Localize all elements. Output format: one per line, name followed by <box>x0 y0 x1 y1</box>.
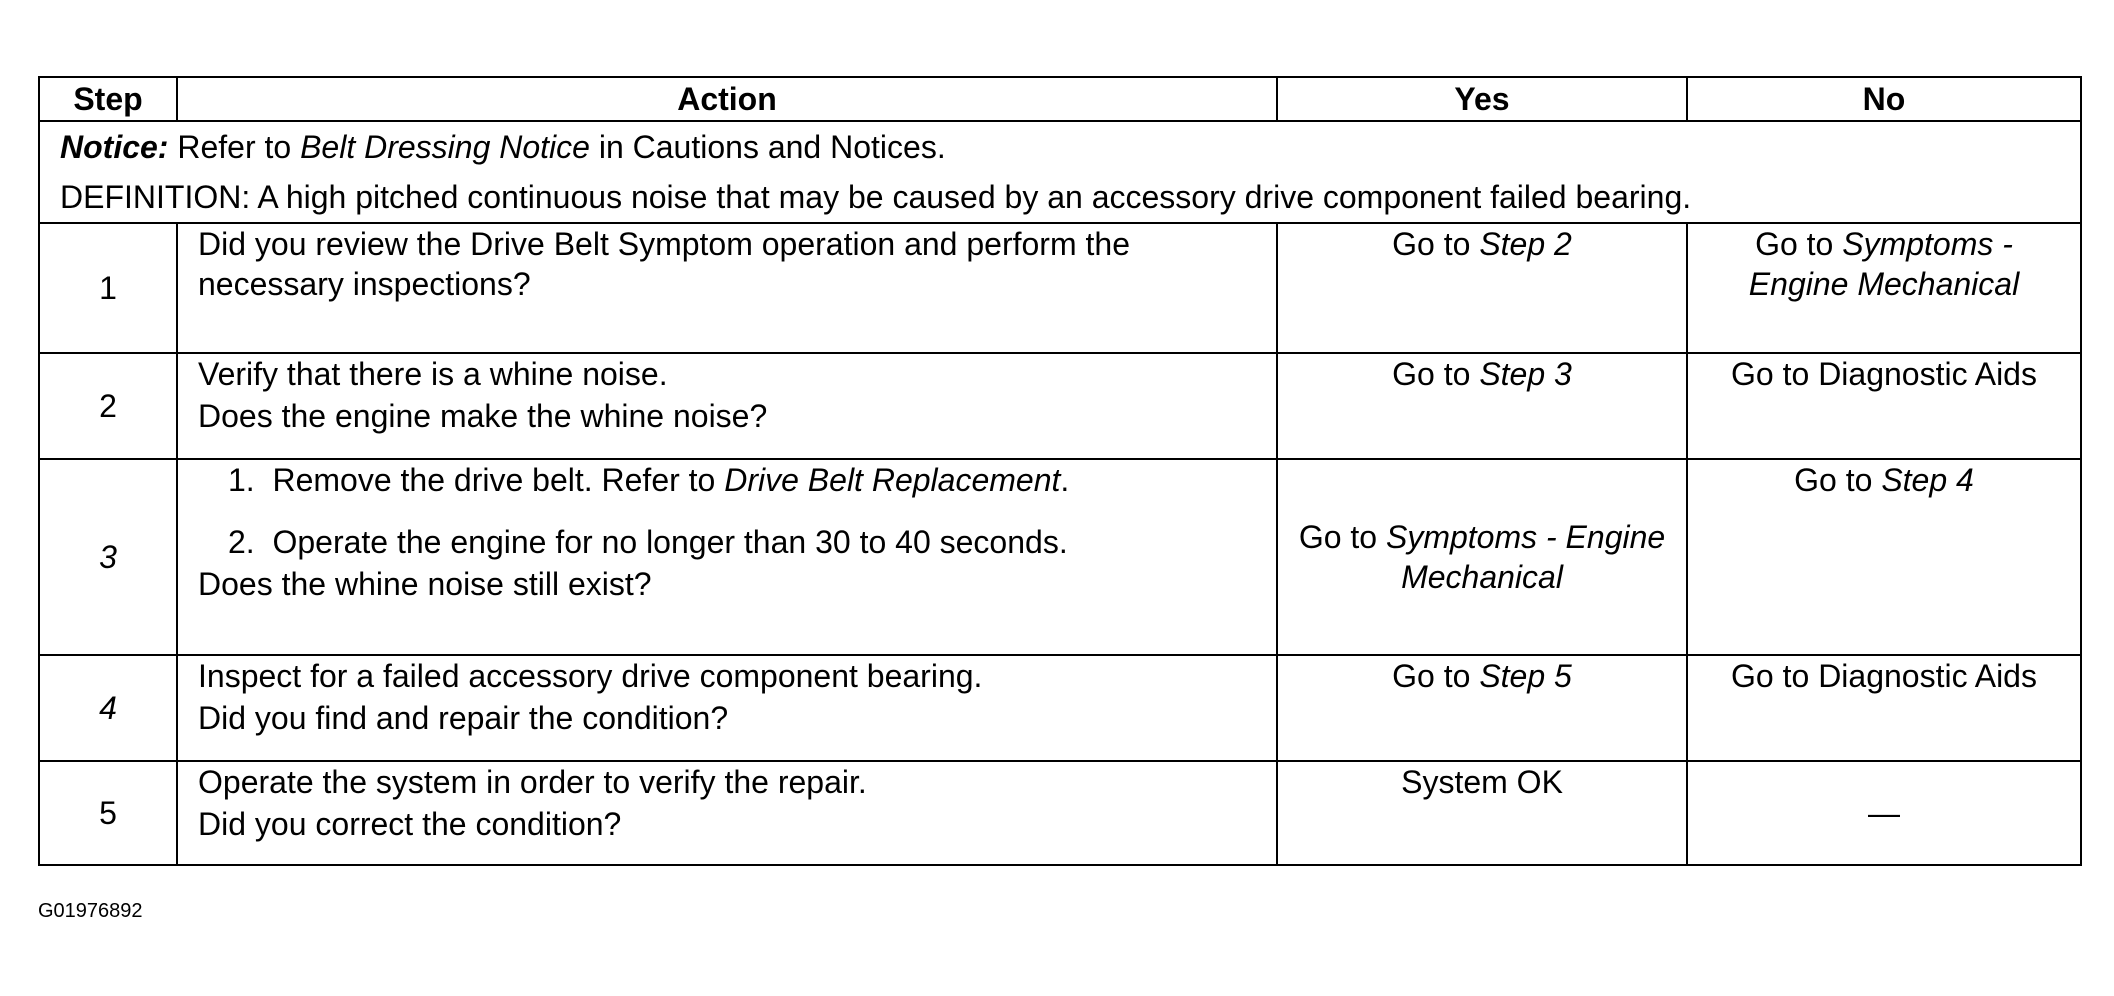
notice-text-after: in Cautions and Notices. <box>589 129 946 165</box>
no-cell <box>1687 223 2081 353</box>
no-prefix: Go to <box>1755 226 1843 262</box>
yes-prefix: Go to <box>1298 519 1386 555</box>
action-cell <box>177 353 1277 459</box>
action-question: Does the engine make the whine noise? <box>198 398 768 434</box>
list-text-before: Operate the engine for no longer than 30 to 40 seconds. <box>272 524 1068 560</box>
diagnostic-table <box>38 76 2082 866</box>
no-cell: Go to Diagnostic Aids <box>1687 353 2081 459</box>
action-question: Did you find and repair the condition? <box>198 700 729 736</box>
yes-prefix: Go to <box>1392 226 1480 262</box>
notice-line <box>60 122 2060 172</box>
figure-id: G01976892 <box>38 900 143 922</box>
table-row <box>39 223 2081 353</box>
yes-cell: System OK <box>1277 761 1687 865</box>
action-text: Inspect for a failed accessory drive component bearing. <box>198 658 983 694</box>
yes-cell <box>1277 353 1687 459</box>
no-cell: — <box>1687 761 2081 865</box>
table-row <box>39 459 2081 655</box>
yes-prefix: Go to <box>1392 658 1480 694</box>
no-ref: Step 4 <box>1881 462 1974 498</box>
notice-text-before: Refer to <box>168 129 301 165</box>
action-cell <box>177 655 1277 761</box>
action-question: Did you correct the condition? <box>198 806 622 842</box>
action-cell <box>177 459 1277 655</box>
list-ref: Drive Belt Replacement <box>724 462 1061 498</box>
action-cell <box>177 223 1277 353</box>
notice-row <box>39 121 2081 223</box>
notice-cell <box>39 121 2081 223</box>
action-text: Did you review the Drive Belt Symptom operation and perform the necessary inspections? <box>198 226 1130 302</box>
header-yes: Yes <box>1277 77 1687 121</box>
header-no: No <box>1687 77 2081 121</box>
no-prefix: Go to <box>1794 462 1882 498</box>
list-text-before: Remove the drive belt. Refer to <box>272 462 725 498</box>
definition-line: DEFINITION: A high pitched continuous noise that may be caused by an accessory drive component failed bearing. <box>60 179 1692 215</box>
step-number: 3 <box>39 459 177 655</box>
step-number: 4 <box>39 655 177 761</box>
no-cell <box>1687 459 2081 655</box>
step-number: 2 <box>39 353 177 459</box>
header-step: Step <box>39 77 177 121</box>
action-text: Verify that there is a whine noise. <box>198 356 668 392</box>
action-list-item <box>198 522 1256 564</box>
table-row <box>39 353 2081 459</box>
action-cell <box>177 761 1277 865</box>
notice-ref: Belt Dressing Notice <box>300 129 590 165</box>
header-row <box>39 77 2081 121</box>
no-cell: Go to Diagnostic Aids <box>1687 655 2081 761</box>
yes-cell <box>1277 223 1687 353</box>
no-ref: Symptoms - Engine Mechanical <box>1748 226 2020 302</box>
yes-cell <box>1277 655 1687 761</box>
action-list-item <box>198 460 1256 502</box>
yes-cell <box>1277 459 1687 655</box>
notice-label: Notice: <box>60 129 169 165</box>
yes-ref: Step 3 <box>1479 356 1572 392</box>
list-number: 1. <box>228 462 255 498</box>
yes-ref: Step 2 <box>1479 226 1572 262</box>
table-row <box>39 655 2081 761</box>
table-row <box>39 761 2081 865</box>
list-number: 2. <box>228 524 255 560</box>
yes-prefix: Go to <box>1392 356 1480 392</box>
list-text-after: . <box>1060 462 1070 498</box>
yes-ref: Step 5 <box>1479 658 1572 694</box>
action-question: Does the whine noise still exist? <box>198 566 652 602</box>
header-action: Action <box>177 77 1277 121</box>
step-number: 1 <box>39 223 177 353</box>
action-text: Operate the system in order to verify the repair. <box>198 764 867 800</box>
step-number: 5 <box>39 761 177 865</box>
yes-ref: Symptoms - Engine Mechanical <box>1385 519 1666 595</box>
